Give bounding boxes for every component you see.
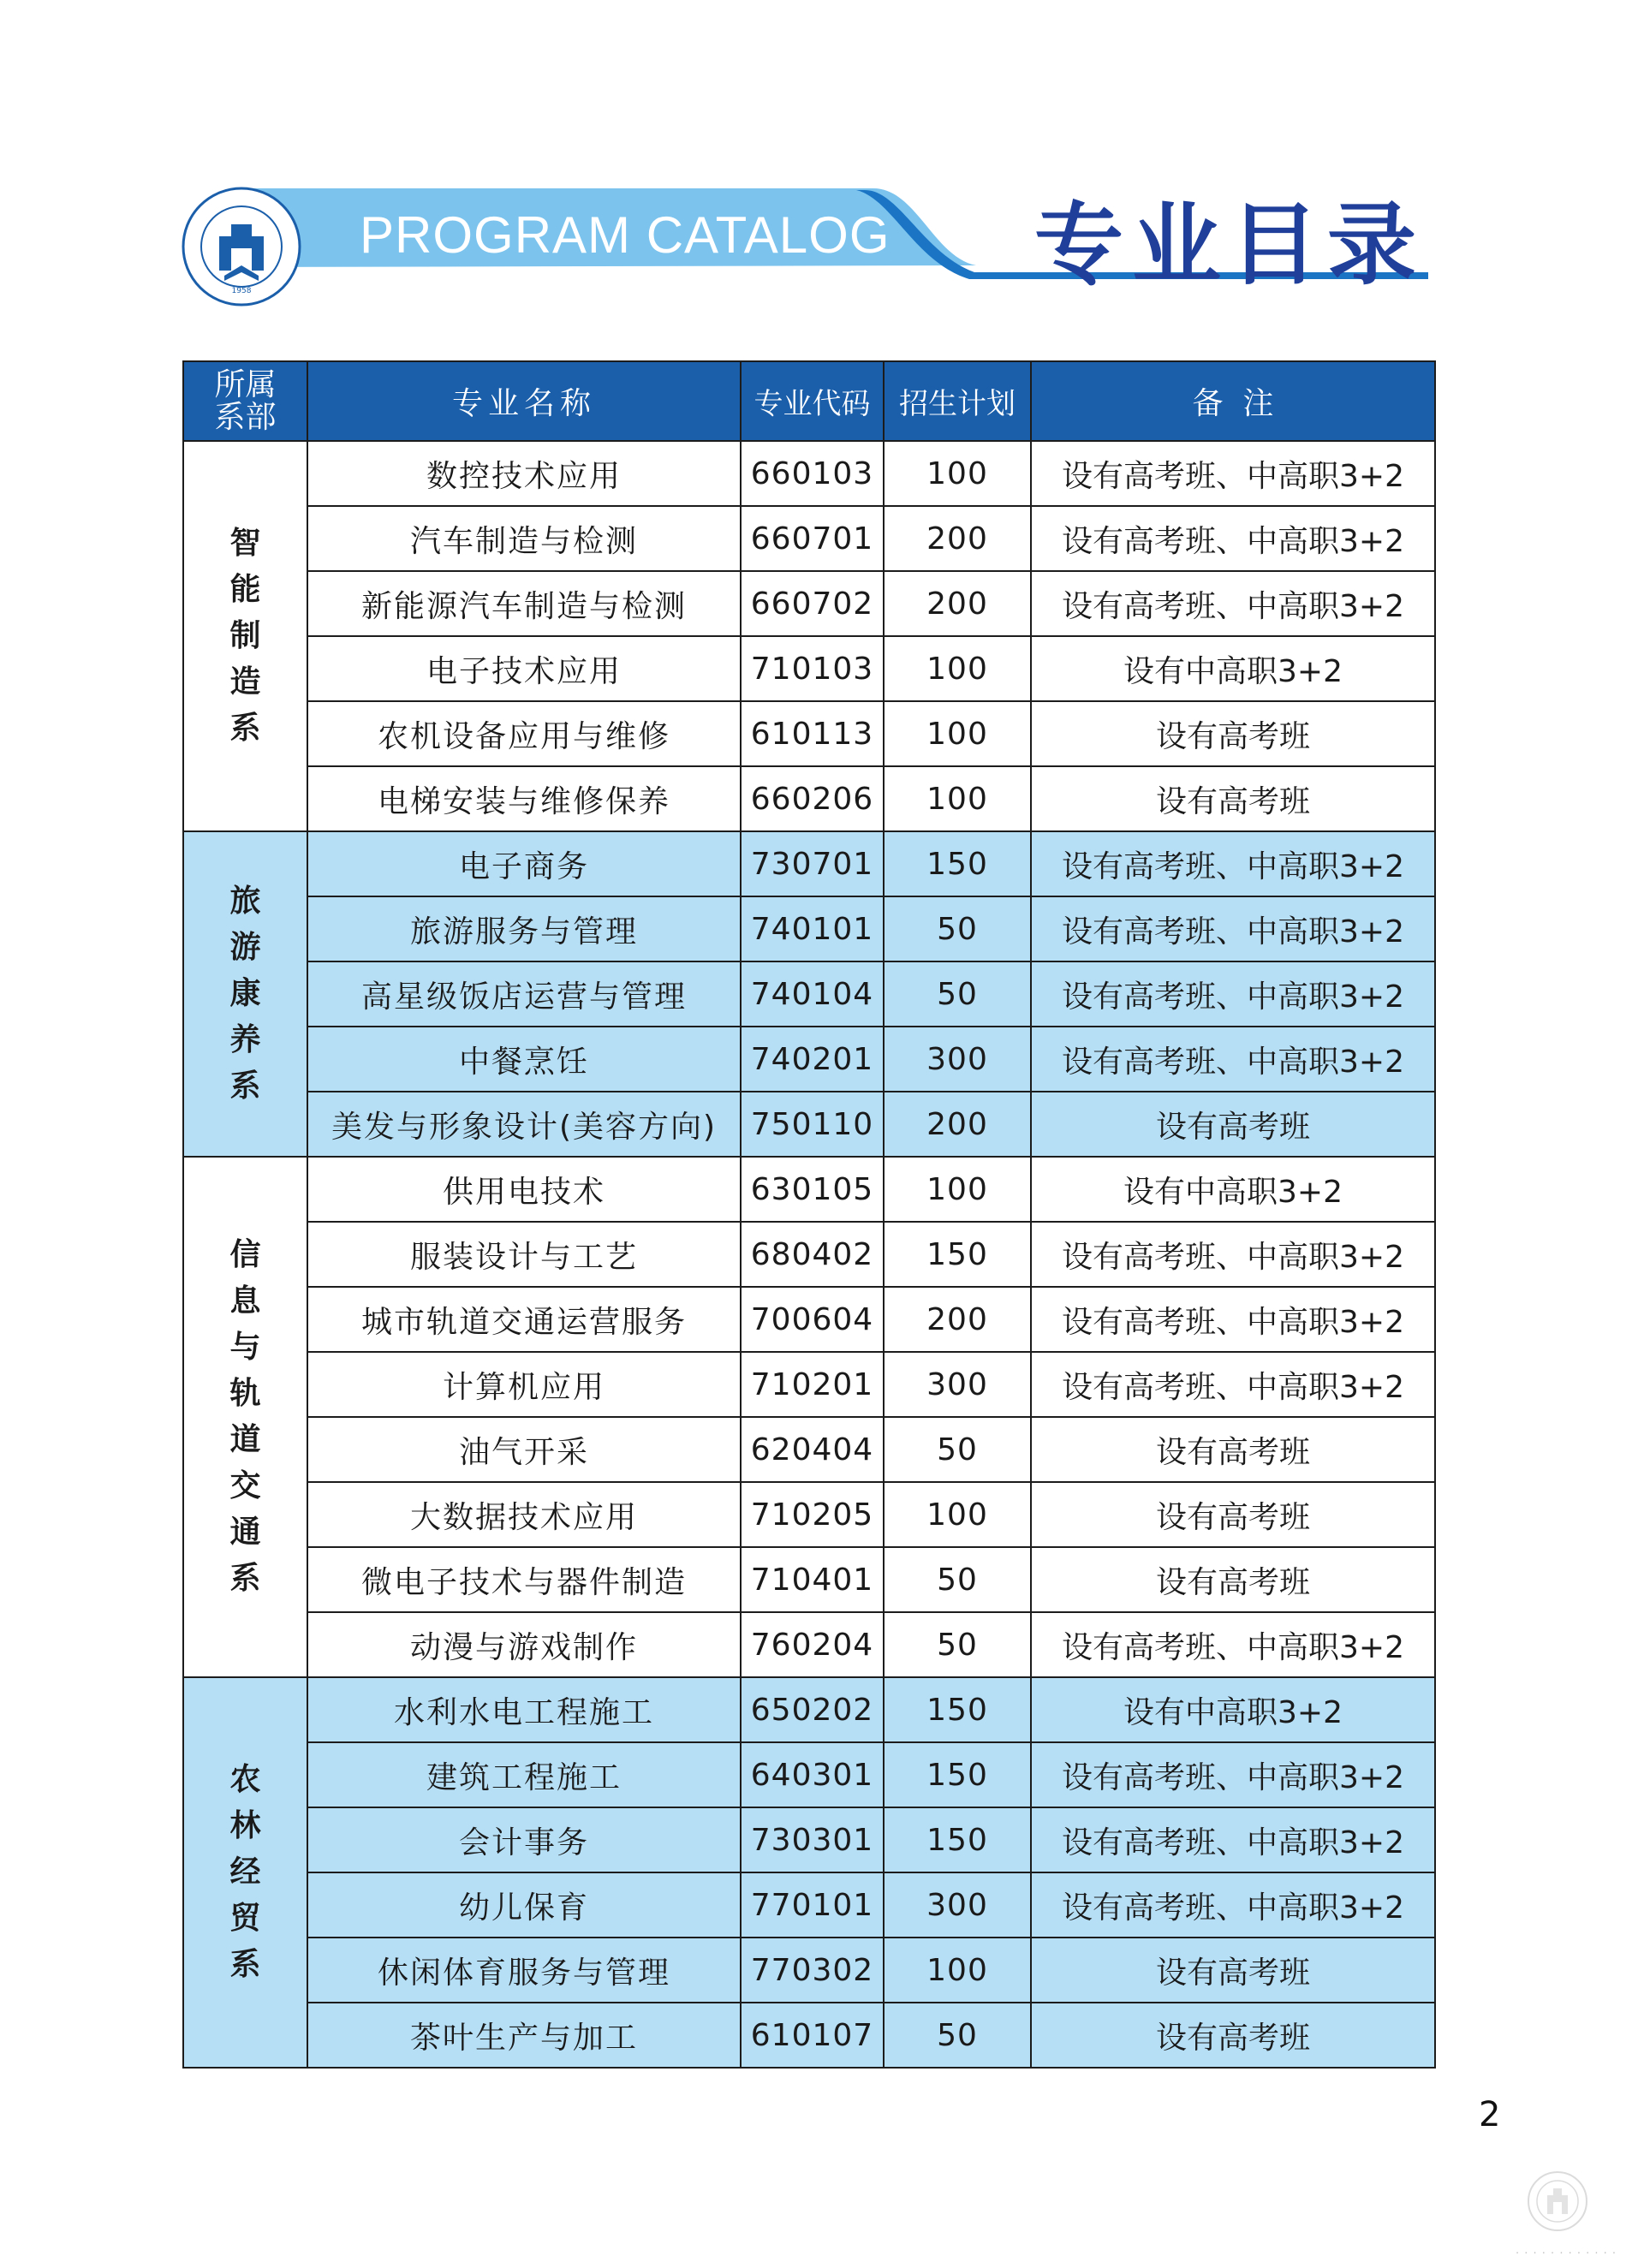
enrollment-plan-cell: 300 <box>884 1352 1031 1417</box>
program-code-cell: 760204 <box>741 1612 884 1677</box>
enrollment-plan-cell: 100 <box>884 701 1031 766</box>
remarks-cell: 设有高考班 <box>1031 701 1435 766</box>
enrollment-plan-cell: 50 <box>884 2003 1031 2068</box>
program-name-cell: 电梯安装与维修保养 <box>307 766 741 831</box>
table-row <box>183 1027 1435 1092</box>
remarks-cell: 设有高考班、中高职3+2 <box>1031 831 1435 896</box>
header-program-code: 专业代码 <box>741 361 884 441</box>
remarks-cell: 设有中高职3+2 <box>1031 1677 1435 1742</box>
table-row <box>183 2003 1435 2068</box>
program-name-cell: 数控技术应用 <box>307 441 741 506</box>
page-title: 专业目录 <box>1034 193 1426 297</box>
program-code-cell: 640301 <box>741 1742 884 1807</box>
remarks-cell: 设有高考班、中高职3+2 <box>1031 441 1435 506</box>
table-row <box>183 506 1435 571</box>
table-header-row <box>183 361 1435 441</box>
enrollment-plan-cell: 50 <box>884 1417 1031 1482</box>
program-code-cell: 660701 <box>741 506 884 571</box>
program-code-cell: 630105 <box>741 1157 884 1222</box>
remarks-cell: 设有中高职3+2 <box>1031 1157 1435 1222</box>
enrollment-plan-cell: 200 <box>884 571 1031 636</box>
program-code-cell: 650202 <box>741 1677 884 1742</box>
table-row <box>183 441 1435 506</box>
table-row <box>183 766 1435 831</box>
enrollment-plan-cell: 50 <box>884 1547 1031 1612</box>
program-code-cell: 740101 <box>741 896 884 961</box>
program-name-cell: 服装设计与工艺 <box>307 1222 741 1287</box>
remarks-cell: 设有高考班、中高职3+2 <box>1031 1027 1435 1092</box>
enrollment-plan-cell: 300 <box>884 1872 1031 1938</box>
table-row <box>183 1157 1435 1222</box>
program-name-cell: 水利水电工程施工 <box>307 1677 741 1742</box>
enrollment-plan-cell: 200 <box>884 1287 1031 1352</box>
program-name-cell: 油气开采 <box>307 1417 741 1482</box>
remarks-cell: 设有高考班、中高职3+2 <box>1031 1742 1435 1807</box>
program-name-cell: 会计事务 <box>307 1807 741 1872</box>
enrollment-plan-cell: 100 <box>884 636 1031 701</box>
program-code-cell: 710401 <box>741 1547 884 1612</box>
department-name: 信息与轨道交通系 <box>229 1237 261 1596</box>
enrollment-plan-cell: 50 <box>884 1612 1031 1677</box>
program-name-cell: 休闲体育服务与管理 <box>307 1938 741 2003</box>
program-code-cell: 620404 <box>741 1417 884 1482</box>
table-row <box>183 1547 1435 1612</box>
table-row <box>183 961 1435 1027</box>
department-cell <box>183 1157 307 1677</box>
program-code-cell: 710103 <box>741 636 884 701</box>
program-name-cell: 计算机应用 <box>307 1352 741 1417</box>
program-name-cell: 城市轨道交通运营服务 <box>307 1287 741 1352</box>
table-row <box>183 1872 1435 1938</box>
program-code-cell: 710205 <box>741 1482 884 1547</box>
header-program-name: 专业名称 <box>307 361 741 441</box>
enrollment-plan-cell: 150 <box>884 1742 1031 1807</box>
program-name-cell: 汽车制造与检测 <box>307 506 741 571</box>
enrollment-plan-cell: 50 <box>884 896 1031 961</box>
enrollment-plan-cell: 100 <box>884 1938 1031 2003</box>
department-cell <box>183 831 307 1157</box>
logo-year: 1958 <box>231 287 252 295</box>
remarks-cell: 设有高考班 <box>1031 2003 1435 2068</box>
enrollment-plan-cell: 100 <box>884 441 1031 506</box>
program-name-cell: 电子商务 <box>307 831 741 896</box>
table-row <box>183 636 1435 701</box>
remarks-cell: 设有高考班、中高职3+2 <box>1031 1352 1435 1417</box>
program-name-cell: 动漫与游戏制作 <box>307 1612 741 1677</box>
remarks-cell: 设有高考班 <box>1031 1547 1435 1612</box>
table-row <box>183 1677 1435 1742</box>
remarks-cell: 设有高考班、中高职3+2 <box>1031 571 1435 636</box>
table-row <box>183 1807 1435 1872</box>
enrollment-plan-cell: 150 <box>884 1677 1031 1742</box>
program-code-cell: 680402 <box>741 1222 884 1287</box>
remarks-cell: 设有高考班 <box>1031 1938 1435 2003</box>
remarks-cell: 设有中高职3+2 <box>1031 636 1435 701</box>
remarks-cell: 设有高考班、中高职3+2 <box>1031 896 1435 961</box>
department-cell <box>183 441 307 831</box>
program-catalog-table <box>182 360 1436 2069</box>
department-name: 旅游康养系 <box>229 884 261 1104</box>
table-row <box>183 1938 1435 2003</box>
program-code-cell: 740201 <box>741 1027 884 1092</box>
program-code-cell: 660702 <box>741 571 884 636</box>
program-code-cell: 750110 <box>741 1092 884 1157</box>
program-name-cell: 供用电技术 <box>307 1157 741 1222</box>
program-name-cell: 幼儿保育 <box>307 1872 741 1938</box>
remarks-cell: 设有高考班、中高职3+2 <box>1031 1222 1435 1287</box>
remarks-cell: 设有高考班、中高职3+2 <box>1031 1287 1435 1352</box>
table-row <box>183 1352 1435 1417</box>
enrollment-plan-cell: 200 <box>884 1092 1031 1157</box>
department-name: 农林经贸系 <box>229 1762 261 1982</box>
program-name-cell: 农机设备应用与维修 <box>307 701 741 766</box>
remarks-cell: 设有高考班、中高职3+2 <box>1031 1612 1435 1677</box>
program-code-cell: 610107 <box>741 2003 884 2068</box>
enrollment-plan-cell: 50 <box>884 961 1031 1027</box>
enrollment-plan-cell: 100 <box>884 1482 1031 1547</box>
enrollment-plan-cell: 150 <box>884 1222 1031 1287</box>
header-enrollment-plan: 招生计划 <box>884 361 1031 441</box>
department-cell <box>183 1677 307 2068</box>
department-name: 智能制造系 <box>229 526 261 746</box>
remarks-cell: 设有高考班 <box>1031 1417 1435 1482</box>
table-row <box>183 1222 1435 1287</box>
table-row <box>183 1417 1435 1482</box>
program-name-cell: 旅游服务与管理 <box>307 896 741 961</box>
program-name-cell: 微电子技术与器件制造 <box>307 1547 741 1612</box>
table-row <box>183 1742 1435 1807</box>
program-code-cell: 610113 <box>741 701 884 766</box>
table-row <box>183 1612 1435 1677</box>
enrollment-plan-cell: 100 <box>884 766 1031 831</box>
header-remarks: 备 注 <box>1031 361 1435 441</box>
enrollment-plan-cell: 150 <box>884 1807 1031 1872</box>
program-name-cell: 高星级饭店运营与管理 <box>307 961 741 1027</box>
header-department: 所属系部 <box>183 361 307 441</box>
program-name-cell: 茶叶生产与加工 <box>307 2003 741 2068</box>
page-number: 2 <box>1479 2095 1501 2134</box>
program-code-cell: 730301 <box>741 1807 884 1872</box>
remarks-cell: 设有高考班、中高职3+2 <box>1031 1872 1435 1938</box>
remarks-cell: 设有高考班 <box>1031 766 1435 831</box>
program-code-cell: 770101 <box>741 1872 884 1938</box>
remarks-cell: 设有高考班、中高职3+2 <box>1031 506 1435 571</box>
enrollment-plan-cell: 200 <box>884 506 1031 571</box>
program-code-cell: 700604 <box>741 1287 884 1352</box>
table-row <box>183 1482 1435 1547</box>
enrollment-plan-cell: 100 <box>884 1157 1031 1222</box>
table-row <box>183 831 1435 896</box>
program-name-cell: 新能源汽车制造与检测 <box>307 571 741 636</box>
banner-title-en: PROGRAM CATALOG <box>360 206 890 264</box>
program-name-cell: 大数据技术应用 <box>307 1482 741 1547</box>
remarks-cell: 设有高考班、中高职3+2 <box>1031 961 1435 1027</box>
remarks-cell: 设有高考班 <box>1031 1482 1435 1547</box>
watermark-text: · · · · · · · · · · · · <box>1516 2247 1617 2260</box>
school-logo <box>182 187 301 307</box>
program-code-cell: 730701 <box>741 831 884 896</box>
enrollment-plan-cell: 300 <box>884 1027 1031 1092</box>
remarks-cell: 设有高考班、中高职3+2 <box>1031 1807 1435 1872</box>
program-code-cell: 740104 <box>741 961 884 1027</box>
program-name-cell: 电子技术应用 <box>307 636 741 701</box>
watermark-seal <box>1526 2170 1589 2233</box>
program-code-cell: 660206 <box>741 766 884 831</box>
table-row <box>183 896 1435 961</box>
table-row <box>183 571 1435 636</box>
table-row <box>183 701 1435 766</box>
table-row <box>183 1092 1435 1157</box>
remarks-cell: 设有高考班 <box>1031 1092 1435 1157</box>
program-name-cell: 美发与形象设计(美容方向) <box>307 1092 741 1157</box>
program-code-cell: 660103 <box>741 441 884 506</box>
enrollment-plan-cell: 150 <box>884 831 1031 896</box>
table-row <box>183 1287 1435 1352</box>
program-name-cell: 建筑工程施工 <box>307 1742 741 1807</box>
program-name-cell: 中餐烹饪 <box>307 1027 741 1092</box>
program-code-cell: 710201 <box>741 1352 884 1417</box>
program-code-cell: 770302 <box>741 1938 884 2003</box>
